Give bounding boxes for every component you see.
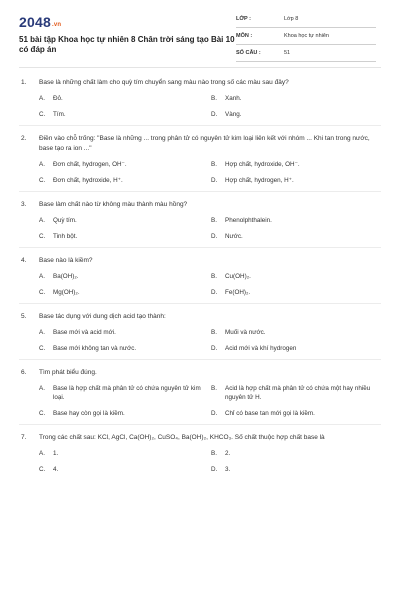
answer-option[interactable] — [211, 176, 383, 185]
meta-row-count — [236, 48, 376, 62]
meta-value: Khoa học tự nhiên — [284, 33, 329, 39]
option-text: Fe(OH)₂. — [225, 289, 251, 296]
option-letter: D. — [211, 233, 218, 240]
option-letter: D. — [211, 345, 218, 352]
question-text: Base làm chất nào từ không màu thành màu hồng? — [39, 201, 188, 208]
option-letter: B. — [211, 161, 217, 168]
option-text: 3. — [225, 466, 231, 473]
option-text: Base mới và acid mới. — [53, 329, 116, 336]
option-text: Acid là hợp chất mà phân tử có chứa một hay nhiều nguyên tử H. — [225, 385, 371, 401]
option-letter: A. — [39, 161, 45, 168]
option-text: Tím. — [53, 111, 66, 118]
option-letter: C. — [39, 345, 46, 352]
question-item — [19, 368, 381, 425]
answer-options — [19, 449, 381, 474]
option-letter: A. — [39, 385, 45, 392]
option-text: Muối và nước. — [225, 329, 266, 336]
option-letter: D. — [211, 466, 218, 473]
option-text: Vàng. — [225, 111, 242, 118]
question-item — [19, 78, 381, 126]
option-letter: C. — [39, 410, 46, 417]
question-head — [19, 368, 381, 378]
answer-option[interactable] — [211, 288, 383, 297]
option-text: 1. — [53, 450, 59, 457]
answer-option[interactable] — [211, 384, 383, 402]
option-text: Base mới không tan và nước. — [53, 345, 137, 352]
option-text: Đơn chất, hydrogen, OH⁻. — [53, 161, 127, 168]
answer-options — [19, 160, 381, 185]
question-head — [19, 256, 381, 266]
answer-option[interactable] — [211, 465, 383, 474]
question-number: 1. — [21, 79, 27, 86]
option-text: Xanh. — [225, 95, 242, 102]
option-letter: D. — [211, 111, 218, 118]
meta-row-grade — [236, 14, 376, 28]
option-letter: B. — [211, 385, 217, 392]
answer-option[interactable] — [39, 176, 211, 185]
answer-option[interactable] — [39, 232, 211, 241]
meta-label: MÔN : — [236, 33, 253, 39]
header-divider — [19, 67, 381, 68]
question-text: Base nào là kiềm? — [39, 257, 93, 264]
answer-option[interactable] — [39, 449, 211, 458]
logo-text: 2048 — [19, 14, 51, 30]
option-text: Base là hợp chất mà phân tử có chứa nguyên tử kim loại. — [53, 385, 201, 401]
option-text: 2. — [225, 450, 231, 457]
option-text: 4. — [53, 466, 59, 473]
option-text: Tinh bột. — [53, 233, 78, 240]
answer-option[interactable] — [39, 384, 211, 402]
question-list — [19, 78, 381, 488]
question-head — [19, 134, 381, 154]
answer-options — [19, 328, 381, 353]
logo-suffix: .vn — [51, 22, 62, 28]
answer-option[interactable] — [211, 344, 383, 353]
meta-label: SỐ CÂU : — [236, 50, 261, 56]
meta-panel — [236, 14, 376, 65]
answer-option[interactable] — [211, 94, 383, 103]
meta-row-subject — [236, 31, 376, 45]
option-letter: C. — [39, 466, 46, 473]
question-number: 3. — [21, 201, 27, 208]
question-text: Tìm phát biểu đúng. — [39, 369, 97, 376]
option-text: Phenolphthalein. — [225, 217, 272, 224]
answer-option[interactable] — [39, 288, 211, 297]
option-text: Cu(OH)₂. — [225, 273, 251, 280]
option-letter: A. — [39, 329, 45, 336]
question-text: Base là những chất làm cho quỳ tím chuyển sang màu nào trong số các màu sau đây? — [39, 79, 289, 86]
meta-value: Lớp 8 — [284, 16, 299, 22]
option-letter: A. — [39, 450, 45, 457]
answer-option[interactable] — [39, 272, 211, 281]
question-item — [19, 200, 381, 248]
question-head — [19, 200, 381, 210]
option-letter: B. — [211, 217, 217, 224]
question-number: 5. — [21, 313, 27, 320]
option-text: Đỏ. — [53, 95, 63, 102]
option-letter: B. — [211, 450, 217, 457]
question-number: 7. — [21, 434, 27, 441]
answer-option[interactable] — [211, 328, 383, 337]
option-letter: A. — [39, 273, 45, 280]
option-letter: D. — [211, 289, 218, 296]
question-head — [19, 78, 381, 88]
option-text: Chỉ có base tan mới gọi là kiềm. — [225, 410, 315, 417]
option-letter: A. — [39, 95, 45, 102]
option-text: Base hay còn gọi là kiềm. — [53, 410, 125, 417]
answer-option[interactable] — [39, 344, 211, 353]
option-letter: D. — [211, 177, 218, 184]
answer-option[interactable] — [211, 409, 383, 418]
option-text: Mg(OH)₂. — [53, 289, 80, 296]
option-letter: C. — [39, 233, 46, 240]
option-text: Ba(OH)₂. — [53, 273, 79, 280]
option-text: Đơn chất, hydroxide, H⁺. — [53, 177, 123, 184]
answer-option[interactable] — [211, 160, 383, 169]
option-text: Hợp chất, hydroxide, OH⁻. — [225, 161, 300, 168]
answer-option[interactable] — [211, 110, 383, 119]
question-number: 2. — [21, 135, 27, 142]
question-text: Base tác dụng với dung dịch acid tạo thành: — [39, 313, 166, 320]
answer-option[interactable] — [211, 232, 383, 241]
question-text: Điền vào chỗ trống: "Base là những ... trong phân tử có nguyên tử kim loại liên kết với nhóm ... Khi tan trong nước, base tạo ra ion ..." — [39, 135, 370, 152]
question-item — [19, 433, 381, 480]
option-text: Acid mới và khí hydrogen — [225, 345, 297, 352]
answer-option[interactable] — [39, 94, 211, 103]
answer-option[interactable] — [39, 328, 211, 337]
answer-option[interactable] — [39, 216, 211, 225]
question-head — [19, 312, 381, 322]
answer-option[interactable] — [39, 110, 211, 119]
option-letter: D. — [211, 410, 218, 417]
option-letter: B. — [211, 95, 217, 102]
answer-option[interactable] — [39, 409, 211, 418]
answer-options — [19, 216, 381, 241]
answer-options — [19, 384, 381, 418]
option-letter: C. — [39, 177, 46, 184]
question-item — [19, 134, 381, 192]
option-letter: A. — [39, 217, 45, 224]
answer-option[interactable] — [211, 272, 383, 281]
answer-options — [19, 272, 381, 297]
answer-option[interactable] — [39, 160, 211, 169]
option-letter: B. — [211, 329, 217, 336]
question-item — [19, 312, 381, 360]
answer-option[interactable] — [39, 465, 211, 474]
question-head — [19, 433, 381, 443]
option-text: Nước. — [225, 233, 243, 240]
answer-options — [19, 94, 381, 119]
meta-label: LỚP : — [236, 16, 251, 22]
option-letter: B. — [211, 273, 217, 280]
answer-option[interactable] — [211, 449, 383, 458]
answer-option[interactable] — [211, 216, 383, 225]
option-letter: C. — [39, 289, 46, 296]
question-number: 6. — [21, 369, 27, 376]
question-text: Trong các chất sau: KCl, AgCl, Ca(OH)₂, CuSO₄, Ba(OH)₂, KHCO₃. Số chất thuộc hợp chất base là — [39, 434, 325, 441]
option-letter: C. — [39, 111, 46, 118]
page-title: 51 bài tập Khoa học tự nhiên 8 Chân trời sáng tạo Bài 10 có đáp án — [19, 35, 235, 54]
option-text: Hợp chất, hydrogen, H⁺. — [225, 177, 294, 184]
site-logo[interactable] — [19, 14, 61, 30]
question-number: 4. — [21, 257, 27, 264]
option-text: Quỳ tím. — [53, 217, 77, 224]
meta-value: 51 — [284, 50, 291, 56]
question-item — [19, 256, 381, 304]
